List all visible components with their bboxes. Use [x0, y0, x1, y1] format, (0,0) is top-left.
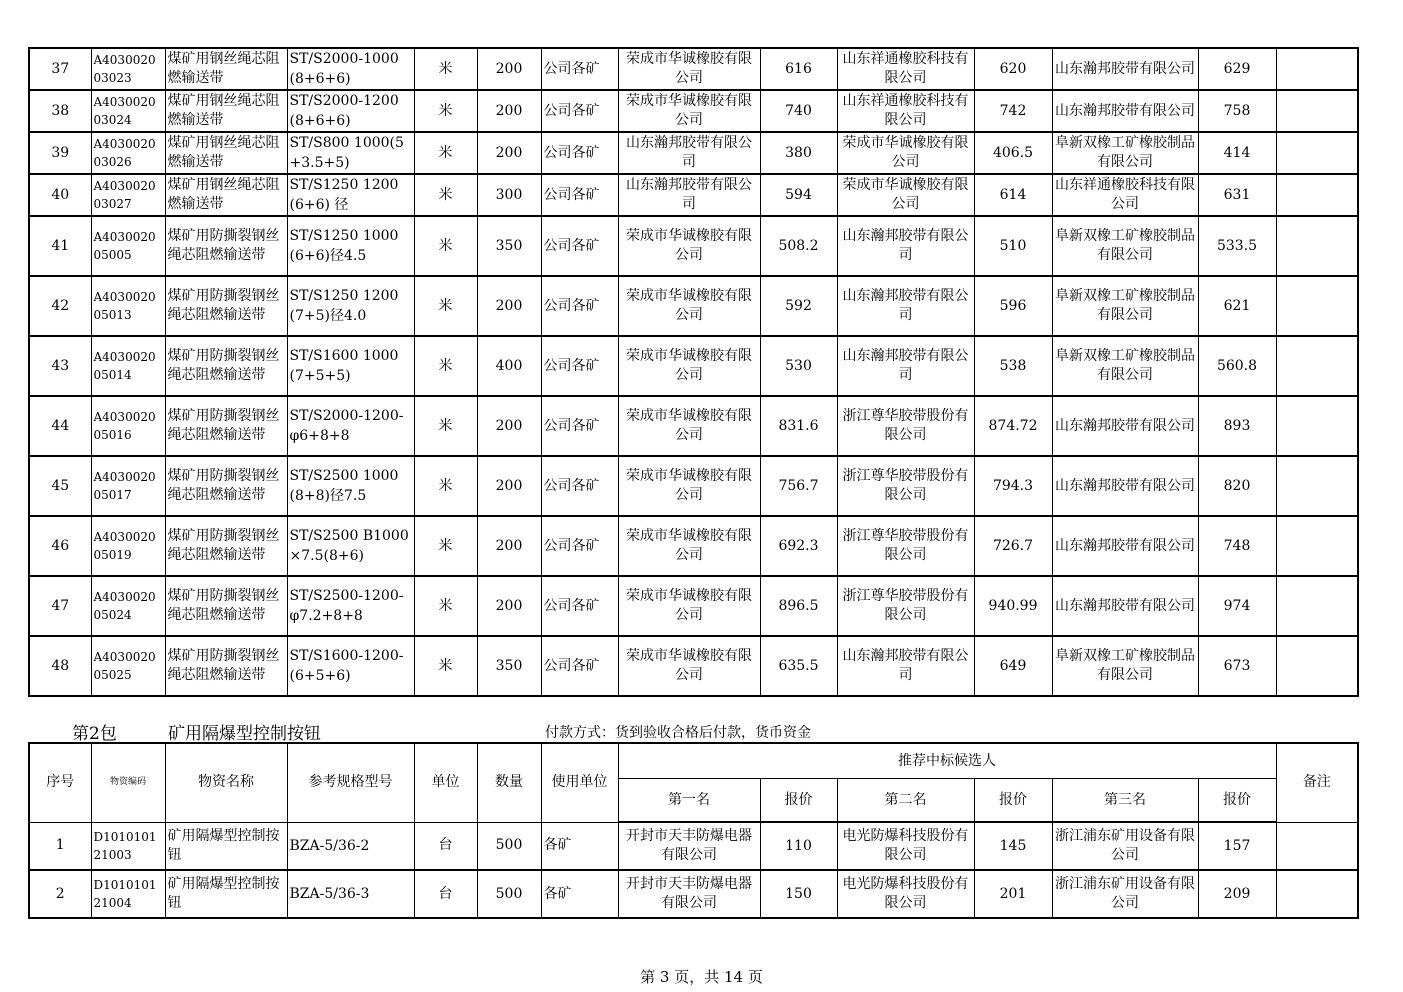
third-price: 820 — [1198, 456, 1276, 516]
user-unit: 公司各矿 — [541, 216, 618, 276]
material-name: 煤矿用防撕裂钢丝绳芯阻燃输送带 — [165, 396, 287, 456]
material-name: 矿用隔爆型控制按钮 — [165, 870, 287, 918]
material-code: A403002005016 — [91, 396, 165, 456]
third-price: 974 — [1198, 576, 1276, 636]
quantity: 400 — [477, 336, 541, 396]
table-row — [29, 336, 1358, 396]
remark — [1276, 336, 1358, 396]
row-no: 1 — [29, 822, 91, 870]
second-price: 649 — [974, 636, 1052, 696]
second-price: 940.99 — [974, 576, 1052, 636]
quantity: 200 — [477, 132, 541, 174]
second-candidate: 山东瀚邦胶带有限公司 — [837, 276, 974, 336]
header-price-1: 报价 — [760, 779, 837, 823]
material-code: A403002005017 — [91, 456, 165, 516]
table-row — [29, 822, 1358, 870]
first-price: 692.3 — [760, 516, 837, 576]
quantity: 350 — [477, 636, 541, 696]
quantity: 200 — [477, 576, 541, 636]
table-row — [29, 456, 1358, 516]
material-name: 煤矿用防撕裂钢丝绳芯阻燃输送带 — [165, 336, 287, 396]
material-code: D101010121004 — [91, 870, 165, 918]
quantity: 200 — [477, 396, 541, 456]
remark — [1276, 90, 1358, 132]
material-code: A403002003023 — [91, 48, 165, 90]
first-candidate: 荣成市华诚橡胶有限公司 — [618, 216, 760, 276]
user-unit: 公司各矿 — [541, 90, 618, 132]
spec-model: ST/S2000-1000(8+6+6) — [287, 48, 414, 90]
second-price: 596 — [974, 276, 1052, 336]
material-name: 煤矿用防撕裂钢丝绳芯阻燃输送带 — [165, 216, 287, 276]
row-no: 41 — [29, 216, 91, 276]
third-price: 621 — [1198, 276, 1276, 336]
second-price: 510 — [974, 216, 1052, 276]
unit: 米 — [414, 216, 477, 276]
third-price: 533.5 — [1198, 216, 1276, 276]
user-unit: 公司各矿 — [541, 636, 618, 696]
first-price: 616 — [760, 48, 837, 90]
header-price-3: 报价 — [1198, 779, 1276, 823]
second-candidate: 山东祥通橡胶科技有限公司 — [837, 48, 974, 90]
first-candidate: 开封市天丰防爆电器有限公司 — [618, 822, 760, 870]
material-name: 煤矿用钢丝绳芯阻燃输送带 — [165, 48, 287, 90]
material-name: 煤矿用钢丝绳芯阻燃输送带 — [165, 174, 287, 216]
second-candidate: 山东瀚邦胶带有限公司 — [837, 336, 974, 396]
material-code: A403002003026 — [91, 132, 165, 174]
second-candidate: 山东瀚邦胶带有限公司 — [837, 636, 974, 696]
third-candidate: 山东瀚邦胶带有限公司 — [1052, 396, 1198, 456]
row-no: 45 — [29, 456, 91, 516]
user-unit: 公司各矿 — [541, 336, 618, 396]
third-candidate: 山东瀚邦胶带有限公司 — [1052, 576, 1198, 636]
material-name: 煤矿用防撕裂钢丝绳芯阻燃输送带 — [165, 576, 287, 636]
second-price: 201 — [974, 870, 1052, 918]
table-row — [29, 132, 1358, 174]
row-no: 47 — [29, 576, 91, 636]
first-candidate: 荣成市华诚橡胶有限公司 — [618, 48, 760, 90]
second-price: 538 — [974, 336, 1052, 396]
quantity: 350 — [477, 216, 541, 276]
third-candidate: 阜新双橡工矿橡胶制品有限公司 — [1052, 216, 1198, 276]
second-price: 145 — [974, 822, 1052, 870]
third-candidate: 阜新双橡工矿橡胶制品有限公司 — [1052, 336, 1198, 396]
first-candidate: 开封市天丰防爆电器有限公司 — [618, 870, 760, 918]
third-candidate: 山东瀚邦胶带有限公司 — [1052, 48, 1198, 90]
row-no: 44 — [29, 396, 91, 456]
user-unit: 公司各矿 — [541, 132, 618, 174]
header-no: 序号 — [29, 743, 91, 822]
row-no: 48 — [29, 636, 91, 696]
quantity: 200 — [477, 516, 541, 576]
unit: 米 — [414, 456, 477, 516]
first-candidate: 荣成市华诚橡胶有限公司 — [618, 516, 760, 576]
first-price: 380 — [760, 132, 837, 174]
header-unit: 单位 — [414, 743, 477, 822]
row-no: 40 — [29, 174, 91, 216]
third-candidate: 阜新双橡工矿橡胶制品有限公司 — [1052, 276, 1198, 336]
user-unit: 公司各矿 — [541, 516, 618, 576]
material-name: 矿用隔爆型控制按钮 — [165, 822, 287, 870]
first-price: 896.5 — [760, 576, 837, 636]
first-price: 740 — [760, 90, 837, 132]
header-user: 使用单位 — [541, 743, 618, 822]
table-row — [29, 216, 1358, 276]
first-price: 508.2 — [760, 216, 837, 276]
second-price: 614 — [974, 174, 1052, 216]
spec-model: ST/S800 1000(5+3.5+5) — [287, 132, 414, 174]
spec-model: BZA-5/36-2 — [287, 822, 414, 870]
first-price: 110 — [760, 822, 837, 870]
first-candidate: 山东瀚邦胶带有限公司 — [618, 174, 760, 216]
remark — [1276, 276, 1358, 336]
spec-model: ST/S1600-1200-(6+5+6) — [287, 636, 414, 696]
material-name: 煤矿用钢丝绳芯阻燃输送带 — [165, 90, 287, 132]
first-candidate: 荣成市华诚橡胶有限公司 — [618, 90, 760, 132]
unit: 米 — [414, 48, 477, 90]
table-row — [29, 174, 1358, 216]
row-no: 46 — [29, 516, 91, 576]
user-unit: 公司各矿 — [541, 456, 618, 516]
second-candidate: 山东祥通橡胶科技有限公司 — [837, 90, 974, 132]
bid-table-package1 — [28, 47, 1359, 697]
quantity: 200 — [477, 276, 541, 336]
quantity: 500 — [477, 822, 541, 870]
first-candidate: 荣成市华诚橡胶有限公司 — [618, 456, 760, 516]
second-candidate: 浙江尊华胶带股份有限公司 — [837, 456, 974, 516]
first-price: 635.5 — [760, 636, 837, 696]
quantity: 300 — [477, 174, 541, 216]
third-price: 631 — [1198, 174, 1276, 216]
second-price: 794.3 — [974, 456, 1052, 516]
spec-model: ST/S1250 1000(6+6)径4.5 — [287, 216, 414, 276]
first-price: 150 — [760, 870, 837, 918]
third-candidate: 浙江浦东矿用设备有限公司 — [1052, 822, 1198, 870]
third-price: 748 — [1198, 516, 1276, 576]
quantity: 200 — [477, 456, 541, 516]
material-name: 煤矿用防撕裂钢丝绳芯阻燃输送带 — [165, 276, 287, 336]
second-candidate: 浙江尊华胶带股份有限公司 — [837, 516, 974, 576]
second-price: 742 — [974, 90, 1052, 132]
remark — [1276, 174, 1358, 216]
second-price: 406.5 — [974, 132, 1052, 174]
row-no: 42 — [29, 276, 91, 336]
material-name: 煤矿用防撕裂钢丝绳芯阻燃输送带 — [165, 636, 287, 696]
header-name: 物资名称 — [165, 743, 287, 822]
user-unit: 公司各矿 — [541, 396, 618, 456]
second-price: 874.72 — [974, 396, 1052, 456]
remark — [1276, 516, 1358, 576]
material-code: A403002005025 — [91, 636, 165, 696]
bid-table-package2 — [28, 742, 1359, 919]
spec-model: ST/S2000-1200-φ6+8+8 — [287, 396, 414, 456]
material-name: 煤矿用防撕裂钢丝绳芯阻燃输送带 — [165, 456, 287, 516]
first-price: 594 — [760, 174, 837, 216]
first-candidate: 山东瀚邦胶带有限公司 — [618, 132, 760, 174]
material-code: A403002005005 — [91, 216, 165, 276]
quantity: 200 — [477, 90, 541, 132]
material-code: A403002005013 — [91, 276, 165, 336]
user-unit: 各矿 — [541, 822, 618, 870]
package-title: 矿用隔爆型控制按钮 — [168, 724, 321, 744]
table-row — [29, 90, 1358, 132]
third-candidate: 山东祥通橡胶科技有限公司 — [1052, 174, 1198, 216]
remark — [1276, 396, 1358, 456]
third-price: 414 — [1198, 132, 1276, 174]
spec-model: ST/S1250 1200(7+5)径4.0 — [287, 276, 414, 336]
unit: 米 — [414, 336, 477, 396]
header-spec: 参考规格型号 — [287, 743, 414, 822]
unit: 米 — [414, 396, 477, 456]
unit: 米 — [414, 132, 477, 174]
third-price: 893 — [1198, 396, 1276, 456]
unit: 米 — [414, 174, 477, 216]
spec-model: ST/S2500-1200-φ7.2+8+8 — [287, 576, 414, 636]
third-price: 157 — [1198, 822, 1276, 870]
material-name: 煤矿用防撕裂钢丝绳芯阻燃输送带 — [165, 516, 287, 576]
table-row — [29, 276, 1358, 336]
third-candidate: 山东瀚邦胶带有限公司 — [1052, 456, 1198, 516]
header-price-2: 报价 — [974, 779, 1052, 823]
payment-terms: 付款方式：货到验收合格后付款，货币资金 — [545, 725, 811, 741]
spec-model: ST/S1600 1000(7+5+5) — [287, 336, 414, 396]
table-row — [29, 576, 1358, 636]
third-price: 673 — [1198, 636, 1276, 696]
second-price: 620 — [974, 48, 1052, 90]
material-code: A403002005019 — [91, 516, 165, 576]
unit: 台 — [414, 870, 477, 918]
user-unit: 公司各矿 — [541, 276, 618, 336]
material-code: A403002005024 — [91, 576, 165, 636]
unit: 米 — [414, 636, 477, 696]
material-name: 煤矿用钢丝绳芯阻燃输送带 — [165, 132, 287, 174]
package-label: 第2包 — [72, 724, 117, 744]
third-price: 758 — [1198, 90, 1276, 132]
second-candidate: 浙江尊华胶带股份有限公司 — [837, 396, 974, 456]
unit: 台 — [414, 822, 477, 870]
user-unit: 各矿 — [541, 870, 618, 918]
second-candidate: 山东瀚邦胶带有限公司 — [837, 216, 974, 276]
material-code: D101010121003 — [91, 822, 165, 870]
header-second: 第二名 — [837, 779, 974, 823]
third-candidate: 山东瀚邦胶带有限公司 — [1052, 90, 1198, 132]
remark — [1276, 216, 1358, 276]
user-unit: 公司各矿 — [541, 576, 618, 636]
first-candidate: 荣成市华诚橡胶有限公司 — [618, 636, 760, 696]
first-price: 756.7 — [760, 456, 837, 516]
header-third: 第三名 — [1052, 779, 1198, 823]
second-candidate: 浙江尊华胶带股份有限公司 — [837, 576, 974, 636]
remark — [1276, 576, 1358, 636]
second-candidate: 电光防爆科技股份有限公司 — [837, 822, 974, 870]
remark — [1276, 132, 1358, 174]
remark — [1276, 870, 1358, 918]
row-no: 2 — [29, 870, 91, 918]
second-candidate: 电光防爆科技股份有限公司 — [837, 870, 974, 918]
row-no: 39 — [29, 132, 91, 174]
spec-model: ST/S2500 B1000×7.5(8+6) — [287, 516, 414, 576]
third-candidate: 浙江浦东矿用设备有限公司 — [1052, 870, 1198, 918]
remark — [1276, 822, 1358, 870]
second-candidate: 荣成市华诚橡胶有限公司 — [837, 174, 974, 216]
page-footer: 第 3 页，共 14 页 — [640, 968, 763, 986]
header-remark: 备注 — [1276, 743, 1358, 822]
header-code: 物资编码 — [91, 743, 165, 822]
remark — [1276, 48, 1358, 90]
table-row — [29, 396, 1358, 456]
user-unit: 公司各矿 — [541, 174, 618, 216]
third-candidate: 阜新双橡工矿橡胶制品有限公司 — [1052, 636, 1198, 696]
user-unit: 公司各矿 — [541, 48, 618, 90]
spec-model: BZA-5/36-3 — [287, 870, 414, 918]
first-candidate: 荣成市华诚橡胶有限公司 — [618, 396, 760, 456]
first-candidate: 荣成市华诚橡胶有限公司 — [618, 576, 760, 636]
material-code: A403002003024 — [91, 90, 165, 132]
unit: 米 — [414, 576, 477, 636]
spec-model: ST/S2000-1200(8+6+6) — [287, 90, 414, 132]
second-candidate: 荣成市华诚橡胶有限公司 — [837, 132, 974, 174]
unit: 米 — [414, 90, 477, 132]
spec-model: ST/S2500 1000(8+8)径7.5 — [287, 456, 414, 516]
header-qty: 数量 — [477, 743, 541, 822]
quantity: 200 — [477, 48, 541, 90]
table-row — [29, 48, 1358, 90]
first-price: 592 — [760, 276, 837, 336]
first-price: 530 — [760, 336, 837, 396]
spec-model: ST/S1250 1200(6+6) 径 — [287, 174, 414, 216]
table-row — [29, 516, 1358, 576]
table-row — [29, 636, 1358, 696]
row-no: 38 — [29, 90, 91, 132]
third-price: 629 — [1198, 48, 1276, 90]
material-code: A403002005014 — [91, 336, 165, 396]
third-price: 560.8 — [1198, 336, 1276, 396]
material-code: A403002003027 — [91, 174, 165, 216]
unit: 米 — [414, 516, 477, 576]
row-no: 43 — [29, 336, 91, 396]
third-candidate: 山东瀚邦胶带有限公司 — [1052, 516, 1198, 576]
quantity: 500 — [477, 870, 541, 918]
unit: 米 — [414, 276, 477, 336]
header-first: 第一名 — [618, 779, 760, 823]
header-recommend: 推荐中标候选人 — [618, 743, 1276, 779]
first-candidate: 荣成市华诚橡胶有限公司 — [618, 336, 760, 396]
first-price: 831.6 — [760, 396, 837, 456]
third-candidate: 阜新双橡工矿橡胶制品有限公司 — [1052, 132, 1198, 174]
second-price: 726.7 — [974, 516, 1052, 576]
third-price: 209 — [1198, 870, 1276, 918]
remark — [1276, 636, 1358, 696]
row-no: 37 — [29, 48, 91, 90]
first-candidate: 荣成市华诚橡胶有限公司 — [618, 276, 760, 336]
table-row — [29, 870, 1358, 918]
remark — [1276, 456, 1358, 516]
